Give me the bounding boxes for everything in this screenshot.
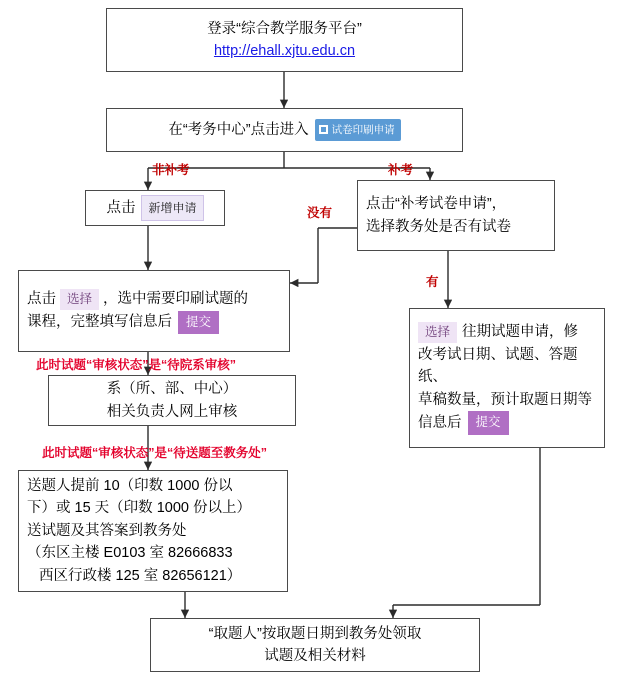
node-deliver-line5: 西区行政楼 125 室 82656121）	[39, 567, 242, 584]
node-exam-center	[106, 108, 463, 152]
node-pickup-line2: 试题及相关材料	[264, 648, 366, 664]
select-pill[interactable]: 选择	[60, 289, 99, 310]
node-login-line1: 登录“综合教学服务平台”	[207, 20, 362, 37]
new-application-button[interactable]: 新增申请	[141, 195, 203, 222]
node-click-new-label: 点击	[106, 199, 136, 216]
node-deliver-line1: 送题人提前 10（印数 1000 份以	[27, 477, 233, 494]
node-makeup-apply	[357, 180, 555, 251]
node-dept-review	[48, 375, 296, 426]
edge-label-none: 没有	[307, 206, 333, 220]
edge-label-not-makeup: 非补考	[152, 163, 190, 177]
node-past-paper-line4: 信息后	[418, 414, 462, 431]
node-makeup-apply-line2: 选择教务处是否有试卷	[366, 218, 511, 235]
annotation-status-pending-office: 此时试题“审核状态”是“待送题至教务处”	[42, 446, 268, 460]
node-exam-center-label: 在“考务中心”点击进入	[168, 121, 309, 138]
node-past-paper	[409, 308, 605, 448]
node-dept-review-line1: 系（所、部、中心）	[106, 381, 238, 398]
paper-print-application-tag[interactable]	[315, 119, 401, 141]
ehall-link[interactable]: http://ehall.xjtu.edu.cn	[213, 43, 356, 59]
grid-icon	[319, 125, 328, 134]
node-deliver-line3: 送试题及其答案到教务处	[27, 522, 187, 539]
node-login	[106, 8, 463, 72]
select-pill-2[interactable]: 选择	[418, 322, 457, 343]
submit-button-1[interactable]: 提交	[178, 311, 219, 334]
annotation-status-pending-dept: 此时试题“审核状态”是“待院系审核”	[36, 358, 237, 372]
node-past-paper-line2: 改考试日期、试题、答题纸、	[418, 346, 578, 386]
node-select-course-line2: 课程，完整填写信息后	[27, 314, 172, 330]
node-pickup	[150, 618, 480, 672]
node-click-new	[85, 190, 225, 226]
submit-button-2[interactable]: 提交	[468, 411, 509, 434]
node-past-paper-line3: 草稿数量，预计取题日期等	[418, 391, 592, 408]
node-pickup-line1: “取题人”按取题日期到教务处领取	[208, 625, 422, 642]
node-makeup-apply-line1: 点击“补考试卷申请”，	[366, 196, 507, 213]
node-deliver	[18, 470, 288, 592]
paper-print-application-label: 试卷印刷申请	[331, 123, 395, 136]
node-select-course-suffix: ，选中需要印刷试题的	[103, 291, 249, 308]
node-select-course-prefix: 点击	[27, 291, 56, 308]
node-dept-review-line2: 相关负责人网上审核	[106, 403, 238, 420]
edge-label-has: 有	[426, 275, 439, 289]
node-deliver-line2: 下）或 15 天（印数 1000 份以上）	[27, 500, 251, 517]
node-deliver-line4: （东区主楼 E0103 室 82666833	[27, 545, 233, 562]
node-past-paper-line1: 往期试题申请，修	[462, 324, 579, 341]
edge-label-makeup: 补考	[388, 163, 414, 177]
node-select-course	[18, 270, 290, 352]
